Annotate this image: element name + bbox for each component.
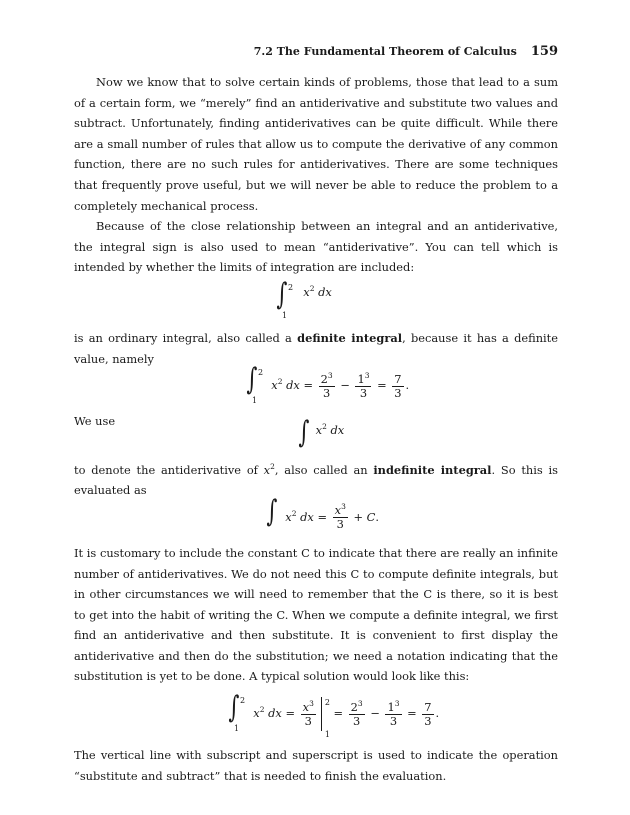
equation-5: ∫ 2 1 $x^2$ dx = $\frac{x^3}{3}$ 2 1 = $\frac{2^3}{3}$ − $\frac{1^3}{3}$ = $\frac{7}{3}$ . xyxy=(228,690,440,740)
section-title: 7.2 The Fundamental Theorem of Calculus xyxy=(253,45,517,58)
paragraph-6: It is customary to include the constant C to indicate that there are really an infinite number of antiderivatives. We do not need this C to compute definite integrals, but in other circumstances we will need to remember that the C is there, so it is best to get into the habit of writing the C. When we compute a definite integral, we first find an antiderivative and then substitute. It is convenient to first display the antiderivative and then do the substitution; we need a notation indicating that the substitution is yet to be done. A typical solution would look like this: xyxy=(74,545,558,684)
equation-2: ∫ 2 1 $x^2$ dx = $\frac{2^3}{3}$ − $\frac{1^3}{3}$ = $\frac{7}{3}$ . xyxy=(246,362,410,406)
page-number: 159 xyxy=(530,44,558,59)
running-header xyxy=(74,44,558,62)
paragraph-4: We use xyxy=(74,414,116,429)
paragraph-7: The vertical line with subscript and superscript is used to indicate the operation “substitute and subtract” that is needed to finish the evaluation. xyxy=(74,748,558,783)
paragraph-2: Because of the close relationship between an integral and an antiderivative, the integral sign is also used to mean “antiderivative”. You can tell which is intended by whether the limits of integration are included: xyxy=(74,219,558,275)
definite-integral-term: definite integral xyxy=(297,330,403,345)
equation-4: ∫ $x^2$ dx = $\frac{x^3}{3}$ + C. xyxy=(266,493,379,532)
paragraph-5: to denote the antiderivative of $x^2$, also called an indefinite integral. So this is evaluated as xyxy=(74,461,558,498)
paragraph-1: Now we know that to solve certain kinds of problems, those that lead to a sum of a certain form, we “merely” find an antiderivative and substitute two values and subtract. Unfortunately, finding antiderivatives can be quite difficult. While there are a small number of rules that allow us to compute the derivative of any common function, there are no such rules for antiderivatives. There are some techniques that frequently prove useful, but we will never be able to reduce the problem to a completely mechanical process. xyxy=(74,75,558,213)
page-body xyxy=(74,72,558,786)
equation-1: ∫ 2 1 $x^2$ dx xyxy=(276,276,332,320)
paragraph-3: is an ordinary integral, also called a definite integral, because it has a definite value, namely xyxy=(74,330,559,366)
indefinite-integral-term: indefinite integral xyxy=(373,462,492,477)
equation-3: ∫ $x^2$ dx xyxy=(298,414,345,450)
